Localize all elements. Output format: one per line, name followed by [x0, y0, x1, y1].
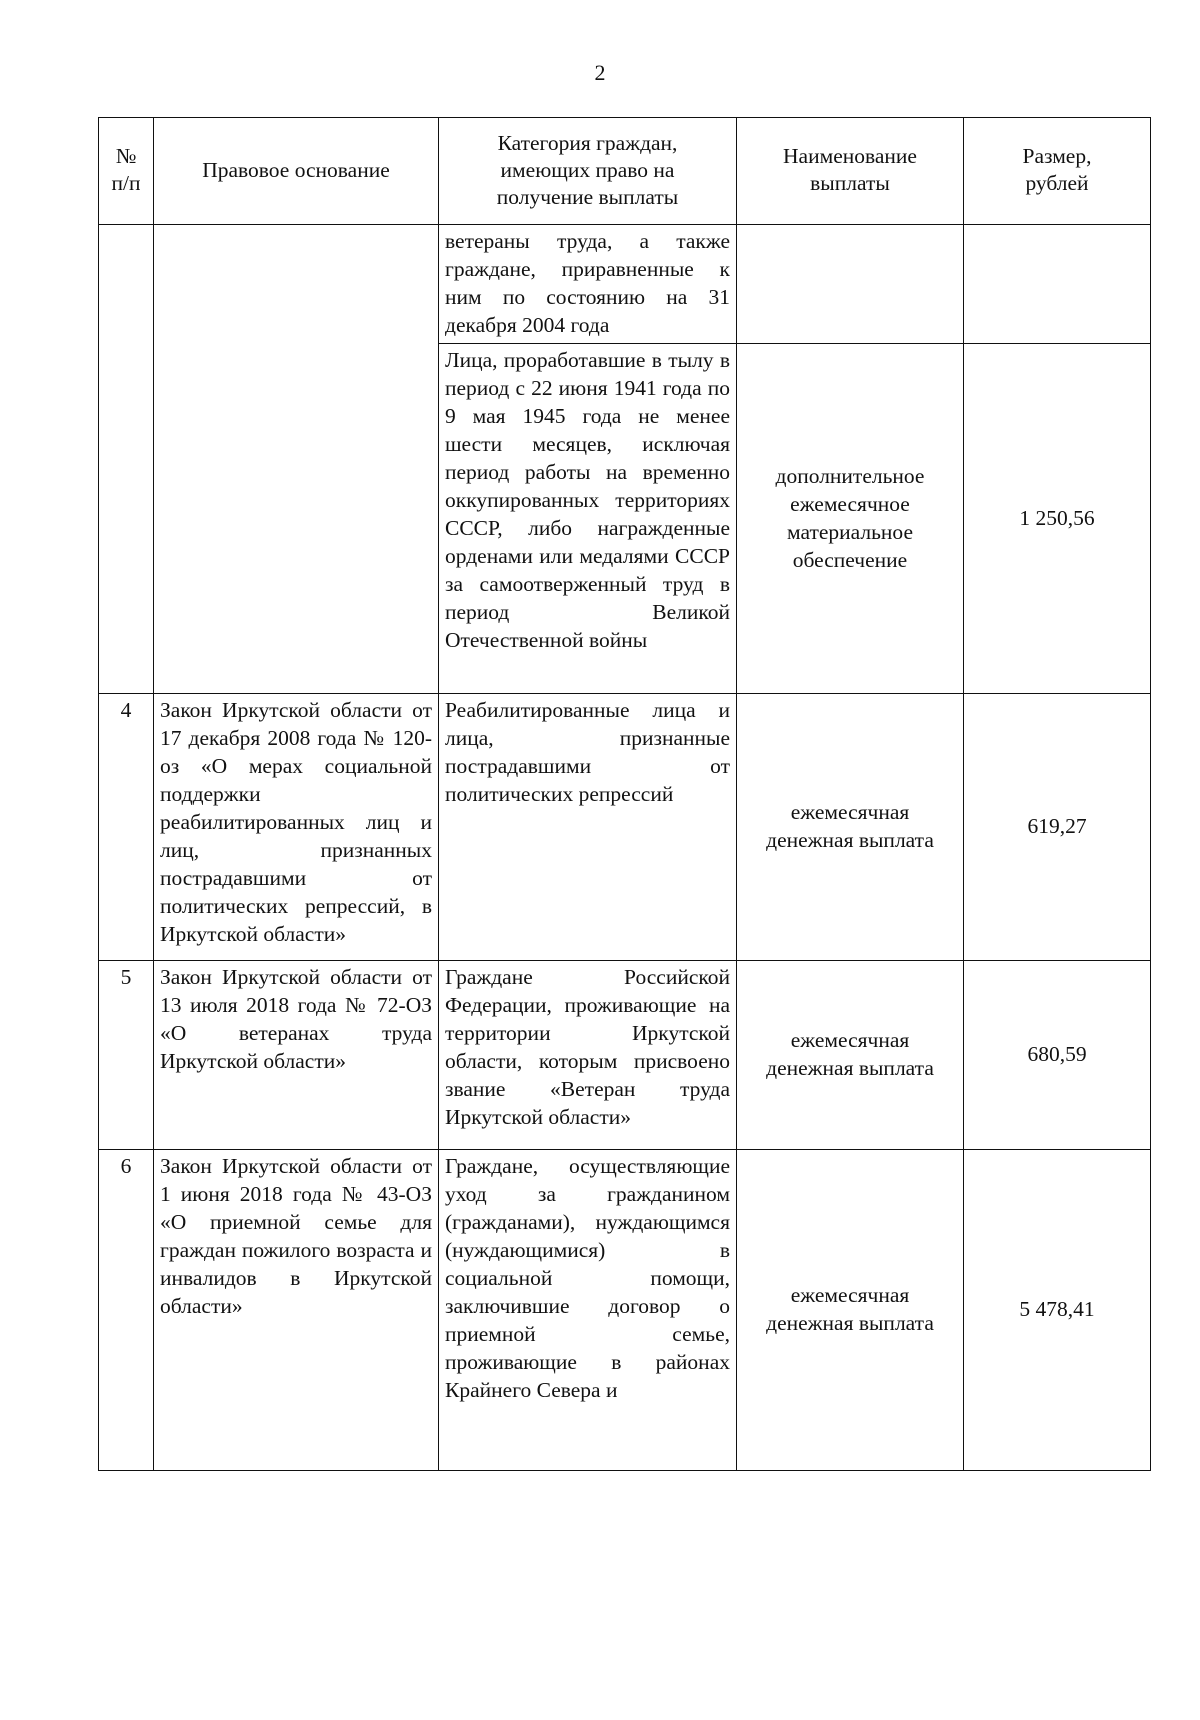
cell-citizen-category: Граждане Российской Федерации, проживающие на территории Иркутской области, которым присвоено звание «Ветеран труда Иркутской области»: [439, 961, 737, 1150]
cell-amount: 5 478,41: [964, 1150, 1151, 1471]
cell-basis-empty: [154, 225, 439, 694]
header-citizen-category: Категория граждан, имеющих право на получение выплаты: [439, 118, 737, 225]
cell-amount: 1 250,56: [964, 344, 1151, 694]
cell-num: 5: [99, 961, 154, 1150]
cell-payment-name: ежемесячная денежная выплата: [737, 1150, 964, 1471]
cell-amount: 619,27: [964, 694, 1151, 961]
cell-num: 4: [99, 694, 154, 961]
header-amount: Размер, рублей: [964, 118, 1151, 225]
header-num: № п/п: [99, 118, 154, 225]
page-number: 2: [594, 60, 606, 85]
cell-amount-empty: [964, 225, 1151, 344]
table-header-row: [99, 118, 1151, 225]
cell-payment-name: дополнительное ежемесячное материальное обеспечение: [737, 344, 964, 694]
table-row: [99, 961, 1151, 1150]
cell-payment-name: ежемесячная денежная выплата: [737, 694, 964, 961]
cell-payment-empty: [737, 225, 964, 344]
table-row: [99, 694, 1151, 961]
cell-legal-basis: Закон Иркутской области от 1 июня 2018 года № 43-ОЗ «О приемной семье для граждан пожилого возраста и инвалидов в Иркутской области»: [154, 1150, 439, 1471]
cell-category-veterans: ветераны труда, а также граждане, приравненные к ним по состоянию на 31 декабря 2004 года: [439, 225, 737, 344]
header-legal-basis: Правовое основание: [154, 118, 439, 225]
cell-citizen-category: Граждане, осуществляющие уход за гражданином (гражданами), нуждающимся (нуждающимися) в социальной помощи, заключившие договор о приемной семье, проживающие в районах Крайнего Севера и: [439, 1150, 737, 1471]
cell-num-empty: [99, 225, 154, 694]
cell-amount: 680,59: [964, 961, 1151, 1150]
table-row: [99, 1150, 1151, 1471]
cell-legal-basis: Закон Иркутской области от 17 декабря 2008 года № 120-оз «О мерах социальной поддержки реабилитированных лиц и лиц, признанных пострадавшими от политических репрессий, в Иркутской области»: [154, 694, 439, 961]
cell-legal-basis: Закон Иркутской области от 13 июля 2018 года № 72-ОЗ «О ветеранах труда Иркутской области»: [154, 961, 439, 1150]
cell-citizen-category: Реабилитированные лица и лица, признанные пострадавшими от политических репрессий: [439, 694, 737, 961]
table-row: [99, 225, 1151, 344]
cell-category-home-front: Лица, проработавшие в тылу в период с 22 июня 1941 года по 9 мая 1945 года не менее шести месяцев, исключая период работы на временно оккупированных территориях СССР, либо награжденные орденами или медалями СССР за самоотверженный труд в период Великой Отечественной войны: [439, 344, 737, 694]
cell-payment-name: ежемесячная денежная выплата: [737, 961, 964, 1150]
benefits-table: [98, 117, 1151, 1471]
cell-num: 6: [99, 1150, 154, 1471]
header-payment-name: Наименование выплаты: [737, 118, 964, 225]
